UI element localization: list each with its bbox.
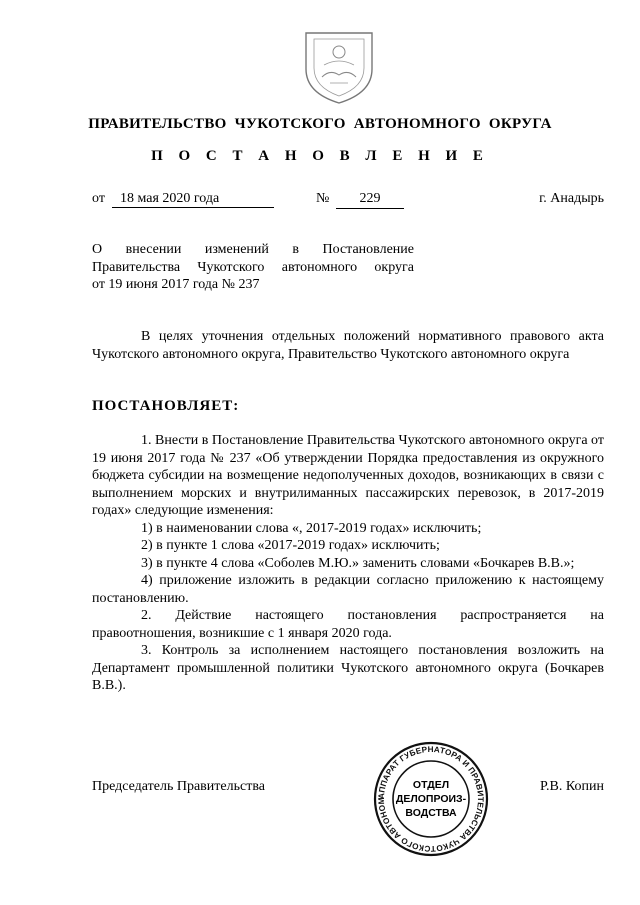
resolution-items bbox=[92, 432, 604, 695]
resolution-item: 2. Действие настоящего постановления распространяется на правоотношения, возникшие с 1 января 2020 года. bbox=[92, 608, 604, 641]
document-meta-row bbox=[92, 191, 604, 211]
document-subject bbox=[92, 241, 414, 294]
subject-line: от 19 июня 2017 года № 237 bbox=[92, 277, 260, 292]
resolution-item: 3) в пункте 4 слова «Соболев М.Ю.» заменить словами «Бочкарев В.В.»; bbox=[141, 555, 575, 571]
resolution-item: 4) приложение изложить в редакции согласно приложению к настоящему постановлению. bbox=[92, 573, 604, 606]
document-city: г. Анадырь bbox=[539, 191, 604, 206]
stamp-line: ДЕЛОПРОИЗ- bbox=[395, 793, 467, 805]
stamp-line: ОТДЕЛ bbox=[412, 779, 450, 791]
stamp-center-text bbox=[372, 740, 490, 858]
date-prefix: от bbox=[92, 191, 105, 206]
resolution-item: 1. Внести в Постановление Правительства Чукотского автономного округа от 19 июня 2017 года № 237 «Об утверждении Порядка предоставления из окружного бюджета субсидии на возмещение недополученных доходов, возникающих в связи с выполнением морских и внутрилиманных пассажирских перевозок, в 2017-2019 годах» следующие изменения: bbox=[92, 433, 604, 518]
stamp-ring-text: АППАРАТ ГУБЕРНАТОРА И ПРАВИТЕЛЬСТВА ЧУКОТСКОГО АВТОНОМ bbox=[376, 744, 486, 854]
resolution-item: 3. Контроль за исполнением настоящего постановления возложить на Департамент промышленной политики Чукотского автономного округа (Бочкарев В.В.). bbox=[92, 643, 604, 693]
subject-line: Правительства Чукотского автономного округа bbox=[92, 259, 414, 275]
subject-line: О внесении изменений в Постановление bbox=[92, 242, 414, 257]
signatory-name: Р.В. Копин bbox=[540, 779, 604, 794]
number-sign: № bbox=[316, 191, 330, 206]
document-date: 18 мая 2020 года bbox=[112, 191, 274, 208]
document-number: 229 bbox=[336, 191, 404, 209]
office-stamp bbox=[372, 740, 490, 858]
government-title: ПРАВИТЕЛЬСТВО ЧУКОТСКОГО АВТОНОМНОГО ОКРУГА bbox=[88, 116, 552, 132]
signatory-position: Председатель Правительства bbox=[92, 779, 265, 794]
resolve-heading: ПОСТАНОВЛЯЕТ: bbox=[92, 398, 240, 414]
preamble bbox=[92, 328, 604, 363]
resolution-item: 2) в пункте 1 слова «2017-2019 годах» исключить; bbox=[141, 538, 440, 553]
resolution-item: 1) в наименовании слова «, 2017-2019 годах» исключить; bbox=[141, 520, 482, 536]
stamp-line: ВОДСТВА bbox=[405, 807, 457, 819]
preamble-paragraph: В целях уточнения отдельных положений нормативного правового акта Чукотского автономного округа, Правительство Чукотского автономного округа bbox=[92, 329, 604, 362]
coat-of-arms-emblem bbox=[300, 25, 378, 105]
document-type-title: П О С Т А Н О В Л Е Н И Е bbox=[151, 148, 489, 164]
